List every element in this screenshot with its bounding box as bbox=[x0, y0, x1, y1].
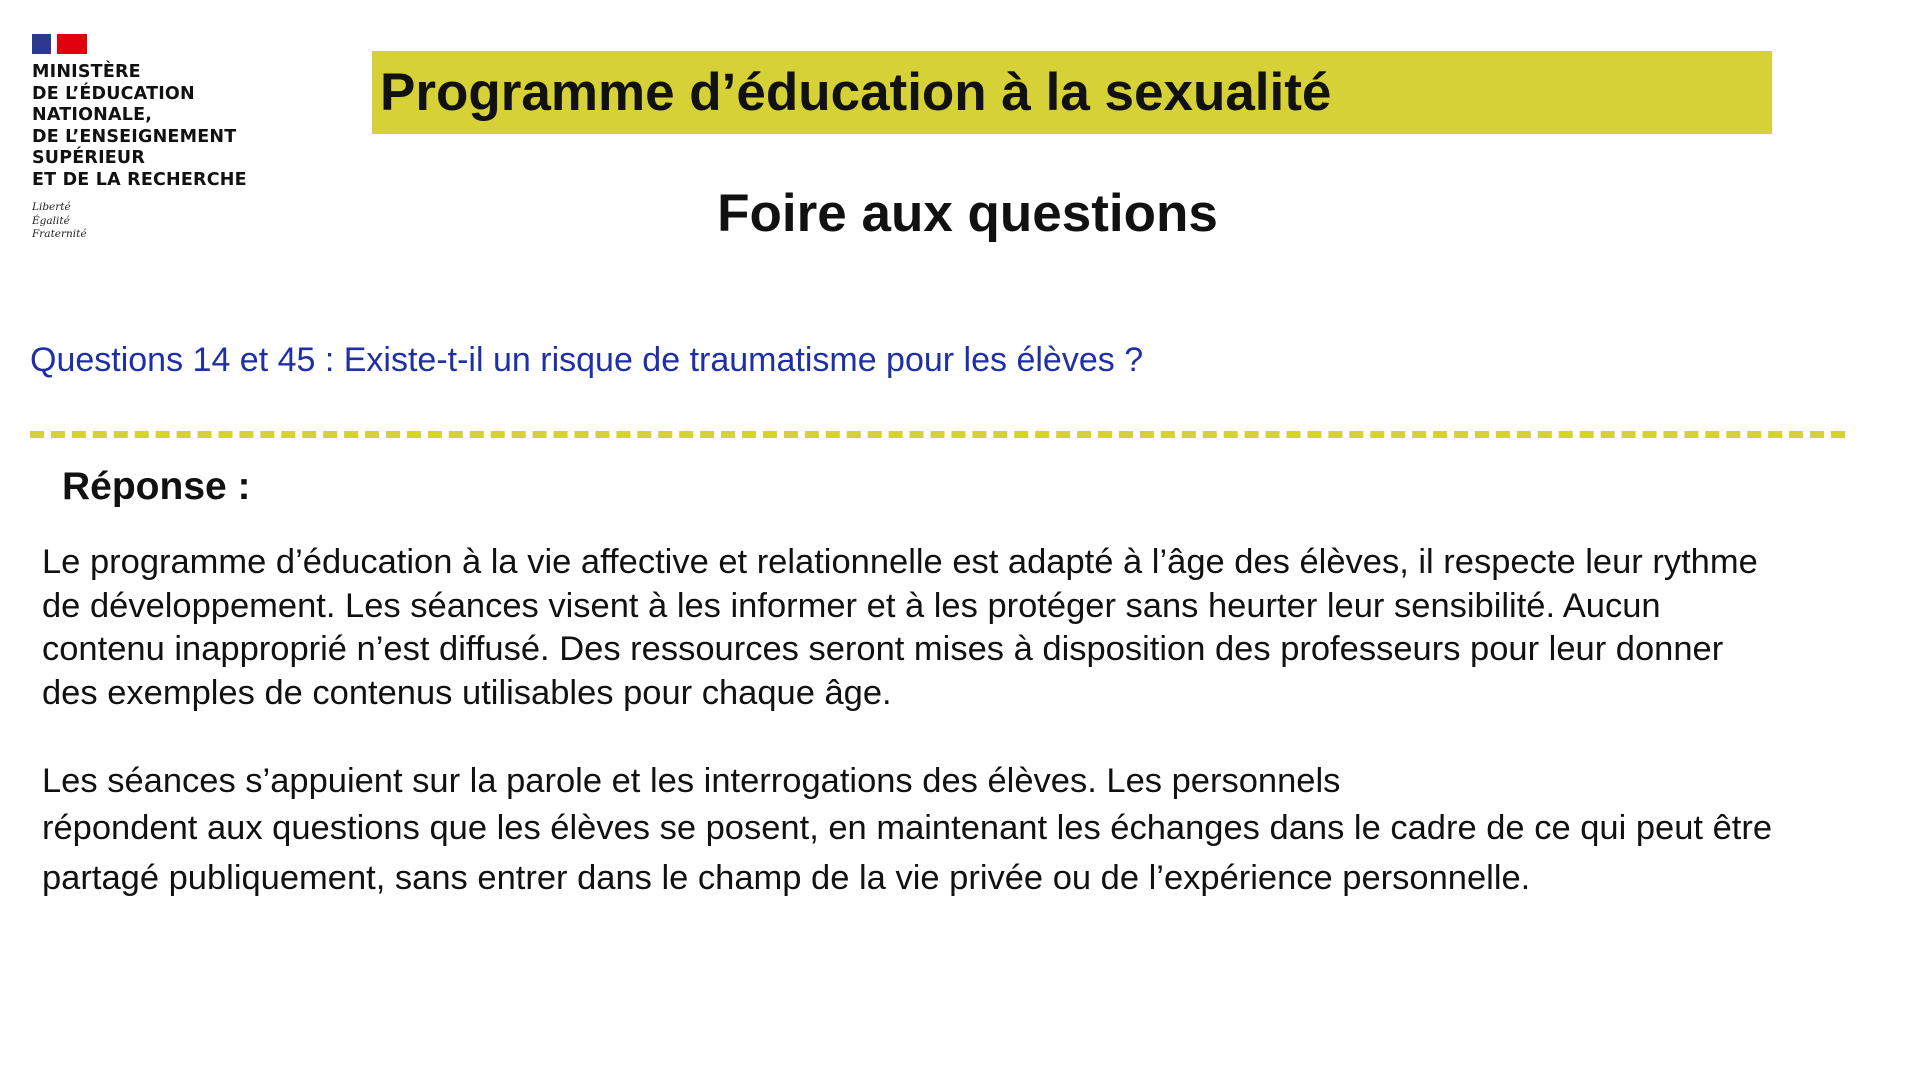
title-banner bbox=[372, 51, 1772, 134]
french-flag-icon bbox=[32, 34, 87, 54]
motto-line: Liberté bbox=[32, 201, 71, 213]
answer-label: Réponse : bbox=[62, 465, 251, 508]
paragraph-line: de développement. Les séances visent à les informer et à les protéger sans heurter leur sensibilité. Aucun bbox=[42, 586, 1661, 625]
answer-paragraph-1 bbox=[42, 541, 1758, 715]
question-heading: Questions 14 et 45 : Existe-t-il un risque de traumatisme pour les élèves ? bbox=[30, 341, 1144, 379]
dashed-divider bbox=[30, 431, 1845, 438]
ministry-line: DE L’ENSEIGNEMENT bbox=[32, 126, 237, 147]
paragraph-line: Le programme d’éducation à la vie affective et relationnelle est adapté à l’âge des élèves, il respecte leur rythme bbox=[42, 543, 1758, 581]
ministry-line: NATIONALE, bbox=[32, 105, 153, 125]
page-subtitle: Foire aux questions bbox=[717, 184, 1218, 243]
paragraph-line: Les séances s’appuient sur la parole et les interrogations des élèves. Les personnels bbox=[42, 762, 1341, 800]
paragraph-line: des exemples de contenus utilisables pour chaque âge. bbox=[42, 673, 892, 712]
motto-line: Égalité bbox=[32, 214, 70, 227]
paragraph-line: partagé publiquement, sans entrer dans le champ de la vie privée ou de l’expérience personnelle. bbox=[42, 859, 1531, 897]
ministry-line: ET DE LA RECHERCHE bbox=[32, 169, 247, 190]
answer-paragraph-2 bbox=[42, 759, 1772, 903]
ministry-line: DE L’ÉDUCATION bbox=[32, 83, 195, 104]
ministry-name bbox=[32, 62, 272, 191]
flag-red-band bbox=[57, 34, 87, 54]
ministry-line: MINISTÈRE bbox=[32, 62, 141, 82]
paragraph-line: contenu inapproprié n’est diffusé. Des ressources seront mises à disposition des professeurs pour leur donner bbox=[42, 630, 1724, 668]
page-title: Programme d’éducation à la sexualité bbox=[380, 62, 1332, 122]
ministry-line: SUPÉRIEUR bbox=[32, 148, 146, 168]
flag-blue-band bbox=[32, 34, 51, 54]
paragraph-line: répondent aux questions que les élèves se posent, en maintenant les échanges dans le cadre de ce qui peut être bbox=[42, 809, 1773, 847]
motto-line: Fraternité bbox=[32, 228, 87, 240]
